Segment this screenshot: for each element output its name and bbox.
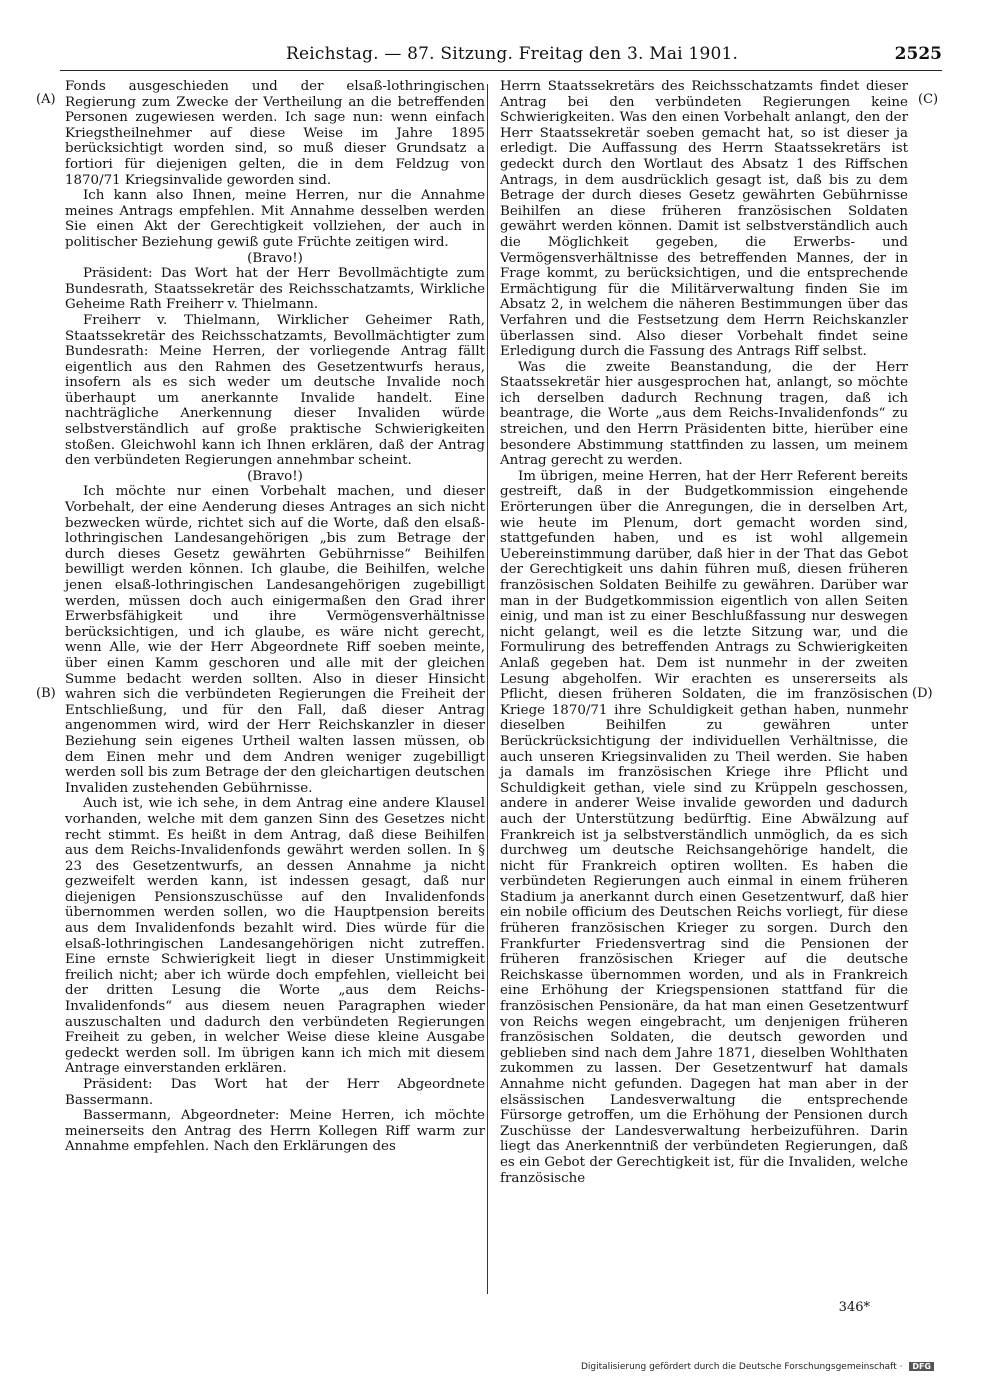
footer	[581, 1362, 934, 1372]
page-number: 2525	[894, 44, 942, 64]
dfg-logo: DFG	[909, 1362, 934, 1371]
interjection: (Bravo!)	[247, 250, 303, 266]
paragraph: Im übrigen, meine Herren, hat der Herr Referent bereits gestreift, daß in der Budgetkommission eingehende Erörterungen über die Anregungen, die in derselben Art, wie heute im Plenum, dort gemacht worden sind, stattgefunden haben, und es ist wohl allgemein Uebereinstimmung darüber, daß hier in der That das Gebot der Gerechtigkeit uns dahin führen muß, diesen früheren französischen Soldaten Beihilfe zu gewähren. Darüber war man in der Budgetkommission eigentlich von allen Seiten einig, und man ist zu einer Beschlußfassung nur deswegen nicht gelangt, weil es die letzte Sitzung war, und die Formulirung des betreffenden Antrags zu Schwierigkeiten Anlaß gegeben hat. Dem ist nunmehr in der zweiten Lesung abgeholfen. Wir erachten es unsererseits als Pflicht, diesen früheren Soldaten, die im französischen Kriege 1870/71 ihre Schuldigkeit gethan haben, nunmehr dieselben Beihilfen zu gewähren unter Berückrücksichtigung der individuellen Verhältnisse, die auch unseren Kriegsinvaliden zu Theil werden. Sie haben ja damals im französischen Kriege ihre Pflicht und Schuldigkeit gethan, viele sind zu Krüppeln geschossen, andere in anderer Weise invalide geworden und dadurch auch der Unterstützung bedürftig. Eine Abwälzung auf Frankreich ist ja selbstverständlich unmöglich, da es sich durchweg um deutsche Reichsangehörige handelt, die nicht für Frankreich optiren wollten. Es haben die verbündeten Regierungen auch einmal in einem früheren Stadium ja anerkannt durch einen Gesetzentwurf, daß hier ein nobile officium des Deutschen Reichs vorliegt, für diese früheren französischen Krieger zu sorgen. Durch den Frankfurter Friedensvertrag sind die Pensionen der früheren französischen Krieger auf die deutsche Reichskasse übernommen worden, und als in Frankreich eine Erhöhung der Kriegspensionen stattfand für die französischen Pensionäre, da hat man einen Gesetzentwurf von Reichs wegen eingebracht, um denjenigen früheren französischen Soldaten, die deutsch geworden und geblieben sind nach dem Jahre 1871, dieselben Wohlthaten zukommen zu lassen. Der Gesetzentwurf hat damals Annahme nicht gefunden. Dagegen hat man aber in der elsässischen Landesverwaltung die entsprechende Fürsorge getroffen, um die Erhöhung der Pensionen durch Zuschüsse der Landesverwaltung herbeizuführen. Darin liegt das Anerkenntniß der verbündeten Regierungen, daß es ein Gebot der Gerechtigkeit ist, für die Invaliden, welche französische	[500, 468, 908, 1186]
speaker-paragraph: Präsident: Das Wort hat der Herr Abgeordnete Bassermann.	[65, 1077, 485, 1108]
signature-mark: 346*	[838, 1300, 870, 1315]
paragraph: Was die zweite Beanstandung, die der Herr Staatssekretär hier ausgesprochen hat, anlangt, so möchte ich derselben dadurch Rechnung tragen, daß ich beantrage, die Worte „aus dem Reichs-Invalidenfonds“ zu streichen, und den Herrn Präsidenten bitte, hierüber eine besondere Abstimmung stattfinden zu lassen, um meinem Antrag gerecht zu werden.	[500, 359, 908, 469]
margin-marker-b: (B)	[36, 686, 56, 701]
paragraph: Ich kann also Ihnen, meine Herren, nur die Annahme meines Antrags empfehlen. Mit Annahme desselben werden Sie einen Akt der Gerechtigkeit vollziehen, der auch in politischer Beziehung gewiß gute Früchte zeitigen wird.	[65, 188, 485, 250]
left-column	[65, 79, 485, 1155]
margin-marker-c: (C)	[918, 92, 939, 107]
paragraph: Ich möchte nur einen Vorbehalt machen, und dieser Vorbehalt, der eine Aenderung dieses Antrages an sich nicht bezwecken würde, richtet sich auf die Worte, daß den elsaß-lothringischen Landesangehörigen „bis zum Betrage der durch dieses Gesetz gewährten Gebührnisse“ Beihilfen bewilligt werden können. Ich glaube, die Beihilfen, welche jenen elsaß-lothringischen Landesangehörigen zugebilligt werden, müssen doch auch einigermaßen den Grad ihrer Erwerbsfähigkeit und ihre Vermögensverhältnisse berücksichtigen, und ich glaube, es wäre nicht gerecht, wenn Alle, wie der Herr Abgeordnete Riff soeben meinte, über einen Kamm geschoren und alle mit der gleichen Summe bedacht werden sollten. Also in dieser Hinsicht wahren sich die verbündeten Regierungen die Freiheit der Entschließung, und für den Fall, daß dieser Antrag angenommen wird, wird der Herr Reichskanzler in dieser Beziehung sein eigenes Urtheil walten lassen müssen, ob dem Einen mehr und dem Andren weniger zugebilligt werden soll bis zum Betrage der den gleichartigen deutschen Invaliden zustehenden Gebührnisse.	[65, 484, 485, 796]
paragraph: Herrn Staatssekretärs des Reichsschatzamts findet dieser Antrag bei den verbündeten Regierungen keine Schwierigkeiten. Was den einen Vorbehalt anlangt, den der Herr Staatssekretär soeben gemacht hat, so ist dieser ja erledigt. Die Auffassung des Herrn Staatssekretärs ist gedeckt durch den Wortlaut des Absatz 1 des Riffschen Antrags, in dem ausdrücklich gesagt ist, daß bis zu dem Betrage der durch dieses Gesetz gewährten Gebührnisse Beihilfen an diese früheren französischen Soldaten gewährt werden können. Damit ist selbstverständlich auch die Möglichkeit gegeben, die Erwerbs- und Vermögensverhältnisse des betreffenden Mannes, der in Frage kommt, zu berücksichtigen, und die entsprechende Ermächtigung für die Militärverwaltung finden Sie im Absatz 2, in welchem die näheren Bestimmungen über das Verfahren und die Festsetzung dem Herrn Reichskanzler überlassen sind. Also dieser Vorbehalt findet seine Erledigung durch die Fassung des Antrags Riff selbst.	[500, 79, 908, 360]
speaker-paragraph: Präsident: Das Wort hat der Herr Bevollmächtigte zum Bundesrath, Staatssekretär des Reichsschatzamts, Wirkliche Geheime Rath Freiherr v. Thielmann.	[65, 266, 485, 313]
speaker-paragraph: Bassermann, Abgeordneter: Meine Herren, ich möchte meinerseits den Antrag des Herrn Kollegen Riff warm zur Annahme empfehlen. Nach den Erklärungen des	[65, 1108, 485, 1155]
margin-marker-a: (A)	[36, 92, 56, 107]
footer-text: Digitalisierung gefördert durch die Deutsche Forschungsgemeinschaft ·	[580, 1362, 903, 1372]
interjection: (Bravo!)	[247, 468, 303, 484]
margin-marker-d: (D)	[912, 686, 933, 701]
page-header	[60, 44, 942, 71]
column-divider	[487, 84, 488, 1294]
running-title: Reichstag. — 87. Sitzung. Freitag den 3. Mai 1901.	[286, 44, 739, 64]
right-column	[500, 79, 908, 1186]
speaker-paragraph: Freiherr v. Thielmann, Wirklicher Geheimer Rath, Staatssekretär des Reichsschatzamts, Bevollmächtigter zum Bundesrath: Meine Herren, der vorliegende Antrag fällt eigentlich aus den Rahmen des Gesetzentwurfs heraus, insofern als es sich weder um deutsche Invalide noch überhaupt um anerkannte Invalide handelt. Eine nachträgliche Anerkennung dieser Invaliden würde selbstverständlich auf große praktische Schwierigkeiten stoßen. Gleichwohl kann ich Ihnen erklären, daß der Antrag den verbündeten Regierungen annehmbar scheint.	[65, 312, 485, 469]
paragraph: Auch ist, wie ich sehe, in dem Antrag eine andere Klausel vorhanden, welche mit dem ganzen Sinn des Gesetzes nicht recht stimmt. Es heißt in dem Antrag, daß diese Beihilfen aus dem Reichs-Invalidenfonds gewährt werden sollen. In § 23 des Gesetzentwurfs, an dessen Annahme ja nicht gezweifelt werden kann, ist indessen gesagt, daß nur diejenigen Pensionszuschüsse auf den Invalidenfonds übernommen werden sollen, wo die Hauptpension bereits aus dem Invalidenfonds bezahlt wird. Dies würde für die elsaß-lothringischen Landesangehörigen nicht zutreffen. Eine ernste Schwierigkeit liegt in dieser Unstimmigkeit freilich nicht; aber ich würde doch empfehlen, vielleicht bei der dritten Lesung die Worte „aus dem Reichs-Invalidenfonds“ aus diesem neuen Paragraphen wieder auszuschalten und dadurch den verbündeten Regierungen Freiheit zu geben, in welcher Weise diese kleine Ausgabe gedeckt werden soll. Im übrigen kann ich mich mit diesem Antrage einverstanden erklären.	[65, 796, 485, 1077]
paragraph: Fonds ausgeschieden und der elsaß-lothringischen Regierung zum Zwecke der Vertheilung an die betreffenden Personen zugewiesen werden. Ich sage nun: wenn einfach Kriegstheilnehmer auf diese Weise im Jahre 1895 berücksichtigt worden sind, so muß dieser Grundsatz a fortiori für diejenigen gelten, die in dem Feldzug von 1870/71 Kriegsinvalide geworden sind.	[65, 79, 485, 188]
